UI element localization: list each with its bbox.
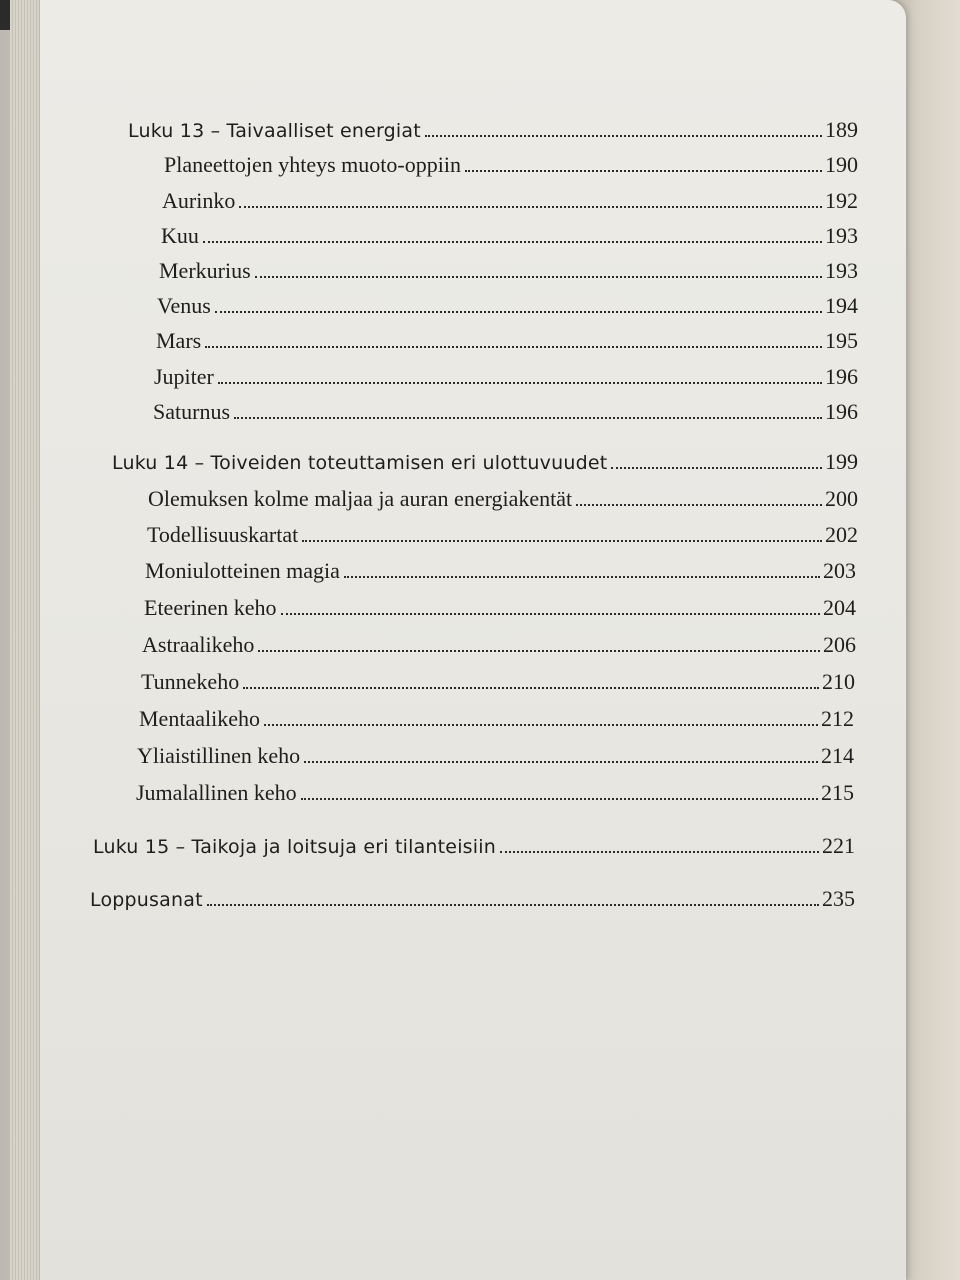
toc-entry-title: Yliaistillinen keho <box>137 743 301 768</box>
toc-entry-title: Olemuksen kolme maljaa ja auran energiakentät <box>148 486 573 511</box>
toc-section-mentaalikeho <box>139 706 854 732</box>
dot-leader <box>207 904 819 906</box>
toc-section-saturnus <box>153 399 858 425</box>
dot-leader <box>302 540 822 542</box>
toc-section-kuu <box>161 223 858 249</box>
toc-entry-title: Loppusanat <box>90 889 203 911</box>
dot-leader <box>301 798 818 800</box>
book-page <box>40 0 906 1280</box>
toc-entry-title: Aurinko <box>162 188 236 213</box>
dot-leader <box>239 206 822 208</box>
toc-entry-page-number: 196 <box>825 364 858 389</box>
toc-entry-title: Kuu <box>161 223 199 248</box>
toc-chapter-luku-15-taikoja-ja-loitsuja-eri-tilanteisiin <box>93 833 855 859</box>
toc-entry-page-number: 212 <box>821 706 854 731</box>
toc-entry-page-number: 202 <box>825 522 858 547</box>
toc-entry-title: Astraalikeho <box>142 632 255 657</box>
toc-entry-page-number: 195 <box>825 328 858 353</box>
toc-entry-title: Todellisuuskartat <box>147 522 299 547</box>
toc-section-yliaistillinen-keho <box>137 743 854 769</box>
dot-leader <box>218 382 822 384</box>
toc-section-moniulotteinen-magia <box>145 558 856 584</box>
dot-leader <box>243 687 819 689</box>
toc-entry-page-number: 194 <box>825 293 858 318</box>
toc-entry-page-number: 235 <box>822 886 855 911</box>
dot-leader <box>205 346 822 348</box>
dot-leader <box>611 467 822 469</box>
dot-leader <box>255 276 822 278</box>
toc-entry-page-number: 206 <box>823 632 856 657</box>
toc-chapter-luku-13-taivaalliset-energiat <box>128 117 858 143</box>
toc-entry-title: Eteerinen keho <box>144 595 277 620</box>
toc-entry-title: Jupiter <box>154 364 214 389</box>
toc-entry-title: Merkurius <box>159 258 251 283</box>
dot-leader <box>264 724 818 726</box>
toc-entry-title: Planeettojen yhteys muoto-oppiin <box>164 152 461 177</box>
toc-entry-page-number: 215 <box>821 780 854 805</box>
toc-entry-page-number: 193 <box>825 223 858 248</box>
toc-entry-page-number: 221 <box>822 833 855 858</box>
toc-entry-title: Mentaalikeho <box>139 706 260 731</box>
toc-entry-page-number: 192 <box>825 188 858 213</box>
dot-leader <box>425 135 822 137</box>
toc-section-merkurius <box>159 258 858 284</box>
toc-entry-page-number: 214 <box>821 743 854 768</box>
toc-section-aurinko <box>162 188 858 214</box>
table-of-contents <box>40 0 906 1280</box>
toc-entry-title: Venus <box>157 293 211 318</box>
toc-entry-page-number: 204 <box>823 595 856 620</box>
toc-chapter-luku-14-toiveiden-toteuttamisen-eri-ulottuvuudet <box>112 449 858 475</box>
toc-entry-title: Mars <box>156 328 202 353</box>
dot-leader <box>304 761 818 763</box>
toc-section-jupiter <box>154 364 858 390</box>
dot-leader <box>281 613 820 615</box>
dot-leader <box>203 241 822 243</box>
toc-section-astraalikeho <box>142 632 856 658</box>
toc-entry-title: Moniulotteinen magia <box>145 558 340 583</box>
dot-leader <box>234 417 822 419</box>
toc-entry-page-number: 199 <box>825 449 858 474</box>
toc-entry-page-number: 210 <box>822 669 855 694</box>
toc-section-olemuksen-kolme-maljaa-ja-auran-energiakentat <box>148 486 858 512</box>
toc-entry-title: Tunnekeho <box>141 669 240 694</box>
toc-section-jumalallinen-keho <box>136 780 854 806</box>
toc-entry-page-number: 203 <box>823 558 856 583</box>
toc-section-eteerinen-keho <box>144 595 856 621</box>
toc-entry-page-number: 200 <box>825 486 858 511</box>
dot-leader <box>215 311 822 313</box>
dot-leader <box>500 851 819 853</box>
toc-section-tunnekeho <box>141 669 855 695</box>
toc-entry-title: Luku 14 – Toiveiden toteuttamisen eri ulottuvuudet <box>112 452 608 474</box>
dot-leader <box>576 504 822 506</box>
toc-section-planeettojen-yhteys-muoto-oppiin <box>164 152 858 178</box>
dot-leader <box>258 650 820 652</box>
toc-entry-title: Saturnus <box>153 399 230 424</box>
dot-leader <box>344 576 820 578</box>
toc-entry-title: Luku 15 – Taikoja ja loitsuja eri tilanteisiin <box>93 836 496 858</box>
toc-entry-page-number: 189 <box>825 117 858 142</box>
toc-section-todellisuuskartat <box>147 522 858 548</box>
dot-leader <box>465 170 822 172</box>
toc-entry-page-number: 190 <box>825 152 858 177</box>
toc-entry-title: Luku 13 – Taivaalliset energiat <box>128 120 421 142</box>
toc-chapter-loppusanat <box>90 886 855 912</box>
toc-entry-page-number: 196 <box>825 399 858 424</box>
toc-entry-page-number: 193 <box>825 258 858 283</box>
toc-entry-title: Jumalallinen keho <box>136 780 297 805</box>
toc-section-venus <box>157 293 858 319</box>
toc-section-mars <box>156 328 858 354</box>
